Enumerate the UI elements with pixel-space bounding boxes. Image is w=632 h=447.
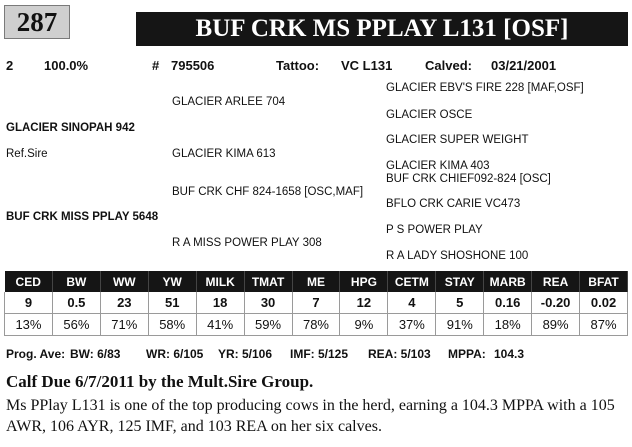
info-count: 2 [6,58,14,73]
progeny-yr: YR: 5/106 [218,347,273,361]
epd-header: BFAT [580,271,628,292]
info-percent: 100.0% [44,58,89,73]
calved-date: 03/21/2001 [491,58,557,73]
epd-value: 4 [388,292,436,314]
epd-header: TMAT [244,271,292,292]
epd-percentile: 78% [292,314,340,336]
epd-header: WW [100,271,148,292]
epd-values-row [5,292,628,314]
epd-percentile: 58% [148,314,196,336]
animal-name-title: BUF CRK MS PPLAY L131 [OSF] [195,15,569,42]
pedigree-dam: BUF CRK MISS PPLAY 5648 [6,211,159,223]
epd-percentile: 89% [532,314,580,336]
epd-header-row [5,271,628,292]
epd-percentile: 71% [100,314,148,336]
epd-value: 0.5 [52,292,100,314]
epd-value: 0.02 [580,292,628,314]
pedigree-ssd: GLACIER OSCE [386,109,473,121]
calved-label: Calved: [425,58,472,73]
epd-percentile: 87% [580,314,628,336]
registration-label: # [152,58,160,73]
pedigree-dsd: BFLO CRK CARIE VC473 [386,198,521,210]
epd-header: REA [532,271,580,292]
epd-header: CED [5,271,53,292]
epd-header: CETM [388,271,436,292]
pedigree-sds: GLACIER SUPER WEIGHT [386,134,529,146]
pedigree-dds: P S POWER PLAY [386,224,483,236]
progeny-mppa-label: MPPA: [448,347,486,361]
epd-value: 30 [244,292,292,314]
lot-description: Ms PPlay L131 is one of the top producing cows in the herd, earning a 104.3 MPPA with a 105 AWR, 106 AYR, 125 IMF, and 103 REA on her six calves. [6,397,615,435]
epd-value: 18 [196,292,244,314]
epd-value: -0.20 [532,292,580,314]
epd-value: 23 [100,292,148,314]
epd-value: 12 [340,292,388,314]
epd-value: 51 [148,292,196,314]
pedigree-ref-sire: Ref.Sire [6,148,48,160]
pedigree-sdd: GLACIER KIMA 403 [386,160,490,172]
progeny-mppa-value: 104.3 [494,347,525,361]
pedigree-sire: GLACIER SINOPAH 942 [6,122,135,134]
epd-percentile: 91% [436,314,484,336]
epd-percentile: 13% [5,314,53,336]
pedigree-dam-sire: BUF CRK CHF 824-1658 [OSC,MAF] [172,186,364,198]
epd-percentile: 37% [388,314,436,336]
progeny-bw: BW: 6/83 [70,347,121,361]
epd-percentile: 59% [244,314,292,336]
epd-header: HPG [340,271,388,292]
tattoo-label: Tattoo: [276,58,320,73]
epd-percentile-row [5,314,628,336]
epd-table [4,271,628,336]
pedigree-sire-dam: GLACIER KIMA 613 [172,148,276,160]
epd-percentile: 18% [484,314,532,336]
pedigree-sire-sire: GLACIER ARLEE 704 [172,96,286,108]
epd-value: 9 [5,292,53,314]
epd-header: ME [292,271,340,292]
pedigree-ddd: R A LADY SHOSHONE 100 [386,250,529,262]
epd-header: BW [52,271,100,292]
progeny-wr: WR: 6/105 [146,347,204,361]
calf-due-heading: Calf Due 6/7/2011 by the Mult.Sire Group. [6,372,314,391]
epd-percentile: 56% [52,314,100,336]
pedigree-dss: BUF CRK CHIEF092-824 [OSC] [386,173,551,185]
tattoo-value: VC L131 [341,58,393,73]
registration-number: 795506 [171,58,215,73]
epd-value: 5 [436,292,484,314]
epd-value: 7 [292,292,340,314]
epd-header: MARB [484,271,532,292]
epd-value: 0.16 [484,292,532,314]
epd-percentile: 41% [196,314,244,336]
progeny-imf: IMF: 5/125 [290,347,349,361]
progeny-rea: REA: 5/103 [368,347,431,361]
epd-header: MILK [196,271,244,292]
pedigree-sss: GLACIER EBV'S FIRE 228 [MAF,OSF] [386,82,584,94]
lot-number: 287 [16,7,58,37]
progeny-average-label: Prog. Ave: [6,347,66,361]
epd-header: YW [148,271,196,292]
pedigree-dam-dam: R A MISS POWER PLAY 308 [172,237,322,249]
epd-header: STAY [436,271,484,292]
epd-percentile: 9% [340,314,388,336]
